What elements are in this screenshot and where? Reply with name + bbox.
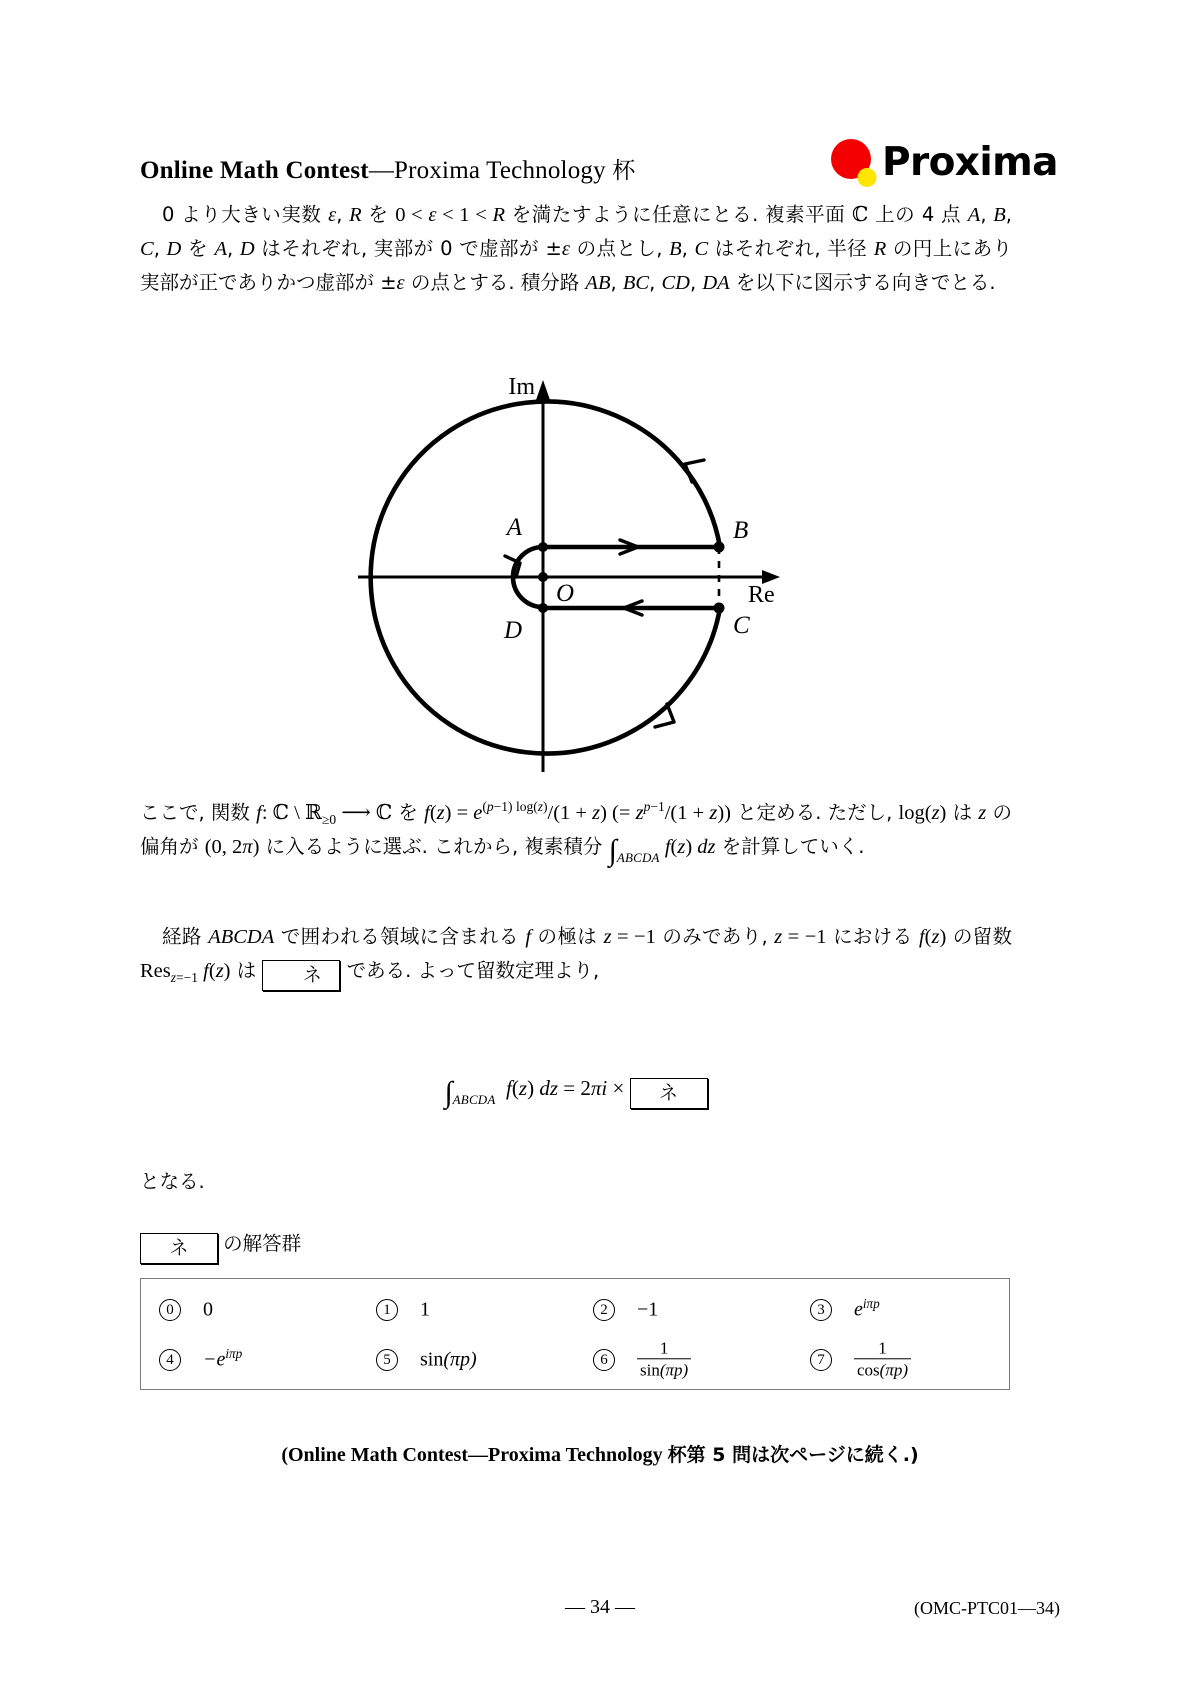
answer-choice-7-denominator-func: cos xyxy=(857,1360,880,1379)
answer-choices-panel xyxy=(140,1278,1010,1390)
answer-choice-2-value: −1 xyxy=(637,1298,659,1321)
residue-paragraph: 経路 ABCDA で囲われる領域に含まれる f の極は z = −1 のみであり, z = −1 における f(z) の留数 Res$_{z=-1}$ f(z) は ネ である. よって留数定理より, xyxy=(140,920,1012,991)
answer-choice-2[interactable] xyxy=(575,1285,792,1335)
answer-choice-5[interactable] xyxy=(358,1335,575,1385)
document-code: (OMC-PTC01—34) xyxy=(913,1598,1060,1618)
answer-choice-0[interactable] xyxy=(141,1285,358,1335)
answer-group-heading xyxy=(140,1228,301,1264)
proxima-wordmark: Proxima xyxy=(882,140,1058,185)
answer-choice-6[interactable] xyxy=(575,1335,792,1385)
point-A-marker xyxy=(538,542,548,552)
point-B-marker xyxy=(714,542,725,553)
label-B: B xyxy=(733,517,749,544)
answer-choice-0-number: 0 xyxy=(159,1299,181,1321)
point-D-marker xyxy=(538,603,548,613)
continuation-note xyxy=(0,1440,1200,1467)
answer-choice-7-denominator xyxy=(854,1358,911,1380)
label-Re-axis: Re xyxy=(748,582,775,608)
answer-choice-4[interactable] xyxy=(141,1335,358,1385)
continuation-note-jp: 杯第 5 問は次ページに続く.) xyxy=(667,1444,919,1466)
answer-group-heading-text: の解答群 xyxy=(223,1232,302,1255)
label-Im-axis: Im xyxy=(508,374,535,400)
answer-choices-row-2 xyxy=(141,1335,1009,1385)
function-definition-paragraph: ここで, 関数 f: ℂ \ ℝ$_{\ge 0}$ ⟶ ℂ を $f(z) = e^{(p-1) log(z)}/(1 + z)$ (= $z^{p-1}/(1 + z)$) と定める. ただし, log(z) は z の偏角が (0, 2π) に入るように選ぶ. これから, 複素積分 $\int_{ABCDA}$ f(z) dz を計算していく. xyxy=(140,799,1012,867)
page-number: — 34 — xyxy=(565,1596,635,1618)
answer-choice-3-value xyxy=(854,1295,880,1322)
proxima-logo xyxy=(830,136,1058,196)
label-O: O xyxy=(556,580,575,607)
label-C: C xyxy=(733,612,750,639)
display-equation: $\int_{ABCDA}$ f(z) dz = 2πi × ネ xyxy=(140,1072,1012,1116)
label-D: D xyxy=(503,617,522,644)
title-regular-part: Proxima Technology xyxy=(394,157,613,184)
problem-statement-paragraph: 0 より大きい実数 ε, R を 0 < ε < 1 < R を満たすように任意にとる. 複素平面 ℂ 上の 4 点 A, B, C, D を A, D はそれぞれ, 実部が 0 で虚部が ±ε の点とし, B, C はそれぞれ, 半径 R の円上にあり実部が正でありかつ虚部が ±ε の点とする. 積分路 AB, BC, CD, DA を以下に図示する向きでとる. xyxy=(140,202,1013,294)
contour-integral-diagram xyxy=(330,372,800,782)
answer-blank-ne-inline-1[interactable]: ネ xyxy=(262,960,340,991)
answer-choice-6-number: 6 xyxy=(593,1349,615,1371)
answer-choice-5-arg: (πp) xyxy=(443,1348,477,1371)
proxima-logo-mark-icon xyxy=(830,139,878,187)
answer-blank-ne-inline-2[interactable]: ネ xyxy=(630,1078,708,1109)
page-title xyxy=(140,152,635,185)
answer-choice-1-number: 1 xyxy=(376,1299,398,1321)
answer-choice-4-value xyxy=(203,1345,243,1372)
answer-choice-7-numerator: 1 xyxy=(878,1338,887,1358)
page-header xyxy=(140,140,1058,198)
point-C-marker xyxy=(714,603,725,614)
answer-choice-3-exponent: iπp xyxy=(862,1295,880,1311)
answer-choice-4-base: −e xyxy=(203,1348,226,1371)
continuation-note-bold: (Online Math Contest—Proxima Technology xyxy=(281,1444,668,1466)
answer-choice-6-value xyxy=(637,1339,691,1380)
answer-choice-6-denominator-func: sin xyxy=(640,1360,660,1379)
answer-choice-7-fraction xyxy=(854,1338,911,1379)
answer-choice-6-denominator-arg: (πp) xyxy=(659,1360,689,1379)
answer-choice-5-value xyxy=(420,1349,477,1372)
closing-paragraph: となる. xyxy=(140,1170,205,1193)
label-A: A xyxy=(506,514,522,541)
answer-choice-3[interactable] xyxy=(792,1285,1009,1335)
title-dash: — xyxy=(368,157,395,184)
answer-choice-1-value: 1 xyxy=(420,1298,430,1321)
answer-choice-7-value xyxy=(854,1339,911,1380)
answer-choice-6-fraction xyxy=(637,1338,691,1379)
title-bold-part: Online Math Contest xyxy=(140,157,369,184)
answer-choice-5-number: 5 xyxy=(376,1349,398,1371)
answer-choice-7[interactable] xyxy=(792,1335,1009,1385)
answer-choice-6-denominator xyxy=(637,1358,691,1380)
answer-choice-4-number: 4 xyxy=(159,1349,181,1371)
answer-choice-3-number: 3 xyxy=(810,1299,832,1321)
answer-choice-3-base: e xyxy=(854,1298,863,1321)
answer-choice-2-number: 2 xyxy=(593,1299,615,1321)
answer-choice-4-exponent: iπp xyxy=(225,1345,243,1361)
answer-choice-7-number: 7 xyxy=(810,1349,832,1371)
answer-choice-5-func: sin xyxy=(420,1348,444,1371)
title-jp-part: 杯 xyxy=(612,158,636,184)
answer-choice-0-value: 0 xyxy=(203,1298,213,1321)
answer-blank-ne-heading[interactable]: ネ xyxy=(140,1233,218,1264)
answer-choice-6-numerator: 1 xyxy=(659,1338,669,1358)
point-O-marker xyxy=(538,572,548,582)
imaginary-axis-arrowhead-icon xyxy=(536,380,550,400)
answer-choices-row-1 xyxy=(141,1285,1009,1335)
answer-choice-7-denominator-arg: (πp) xyxy=(879,1360,909,1379)
answer-choice-1[interactable] xyxy=(358,1285,575,1335)
